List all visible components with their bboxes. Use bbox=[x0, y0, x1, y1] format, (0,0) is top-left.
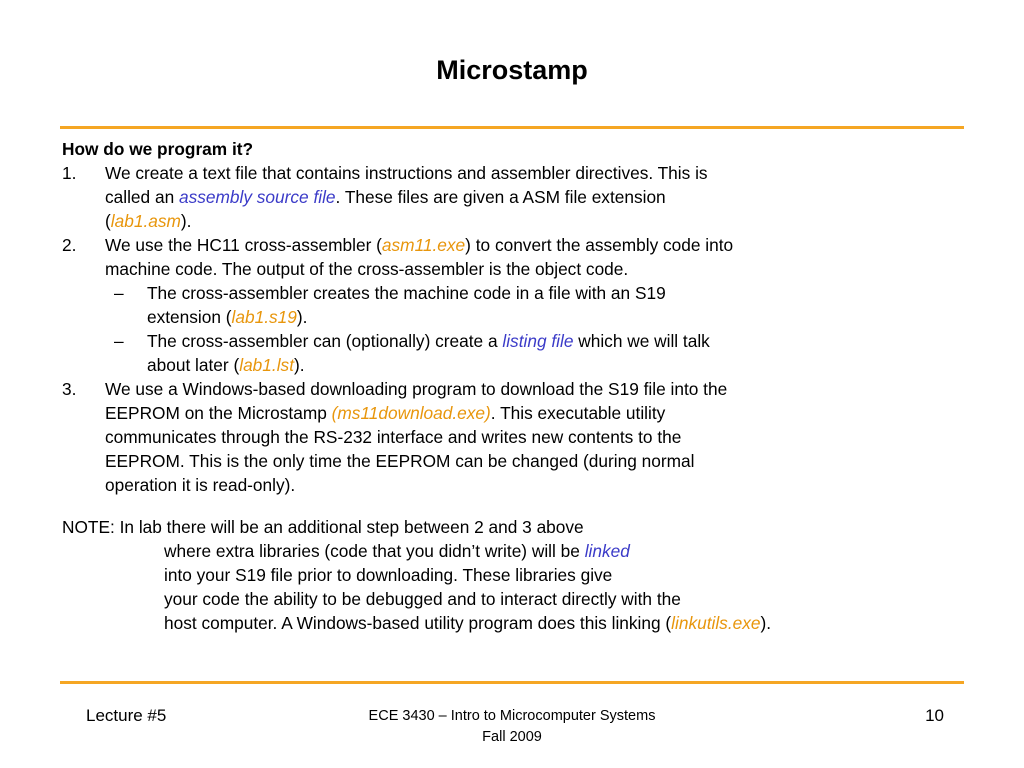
term-assembly-source-file: assembly source file bbox=[178, 187, 336, 207]
footer-term: Fall 2009 bbox=[482, 729, 542, 745]
note-line-2: where extra libraries (code that you didn’t write) will be linked bbox=[164, 541, 630, 561]
item-2-line-1: We use the HC11 cross-assembler (asm11.exe) to convert the assembly code into bbox=[105, 235, 734, 255]
item-3-line-4: EEPROM. This is the only time the EEPROM can be changed (during normal bbox=[105, 451, 695, 471]
item-1-line-2: called an assembly source file. These files are given a ASM file extension bbox=[105, 187, 666, 207]
file-lab1-lst: lab1.lst bbox=[239, 355, 294, 375]
term-linked: linked bbox=[584, 541, 630, 561]
note-line-1: NOTE: In lab there will be an additional step between 2 and 3 above bbox=[62, 517, 584, 537]
note-line-4: your code the ability to be debugged and to interact directly with the bbox=[164, 589, 681, 609]
footer-course-name: ECE 3430 – Intro to Microcomputer Systems bbox=[368, 708, 656, 724]
term-listing-file: listing file bbox=[502, 331, 574, 351]
sub-1-line-1: The cross-assembler creates the machine code in a file with an S19 bbox=[147, 283, 666, 303]
sub-2-line-1: The cross-assembler can (optionally) create a listing file which we will talk bbox=[147, 331, 710, 351]
item-1-number: 1. bbox=[62, 163, 77, 183]
bottom-divider bbox=[60, 681, 964, 684]
file-asm11-exe: asm11.exe bbox=[381, 235, 466, 255]
item-3-line-2: EEPROM on the Microstamp (ms11download.exe). This executable utility bbox=[105, 403, 666, 423]
section-heading: How do we program it? bbox=[62, 139, 254, 159]
file-ms11download-exe: (ms11download.exe) bbox=[331, 403, 491, 423]
sub-2-line-2: about later (lab1.lst). bbox=[147, 355, 305, 375]
item-3-line-5: operation it is read-only). bbox=[105, 475, 296, 495]
page-number: 10 bbox=[925, 706, 944, 725]
item-2-line-2: machine code. The output of the cross-assembler is the object code. bbox=[105, 259, 629, 279]
sub-2-dash: – bbox=[114, 331, 124, 351]
file-linkutils-exe: linkutils.exe bbox=[671, 613, 761, 633]
file-lab1-asm: lab1.asm bbox=[110, 211, 181, 231]
item-3-line-3: communicates through the RS-232 interface and writes new contents to the bbox=[105, 427, 682, 447]
note-line-5: host computer. A Windows-based utility program does this linking (linkutils.exe). bbox=[164, 613, 772, 633]
sub-1-dash: – bbox=[114, 283, 124, 303]
footer-lecture: Lecture #5 bbox=[86, 706, 167, 725]
file-lab1-s19: lab1.s19 bbox=[231, 307, 297, 327]
item-1-line-3: (lab1.asm). bbox=[105, 211, 192, 231]
item-2-number: 2. bbox=[62, 235, 77, 255]
sub-1-line-2: extension (lab1.s19). bbox=[147, 307, 308, 327]
slide-title: Microstamp bbox=[436, 55, 588, 85]
item-3-line-1: We use a Windows-based downloading program to download the S19 file into the bbox=[105, 379, 728, 399]
footer-course bbox=[0, 706, 1024, 748]
top-divider bbox=[60, 126, 964, 129]
item-1-line-1: We create a text file that contains instructions and assembler directives. This is bbox=[105, 163, 708, 183]
item-3-number: 3. bbox=[62, 379, 77, 399]
note-line-3: into your S19 file prior to downloading. These libraries give bbox=[164, 565, 613, 585]
